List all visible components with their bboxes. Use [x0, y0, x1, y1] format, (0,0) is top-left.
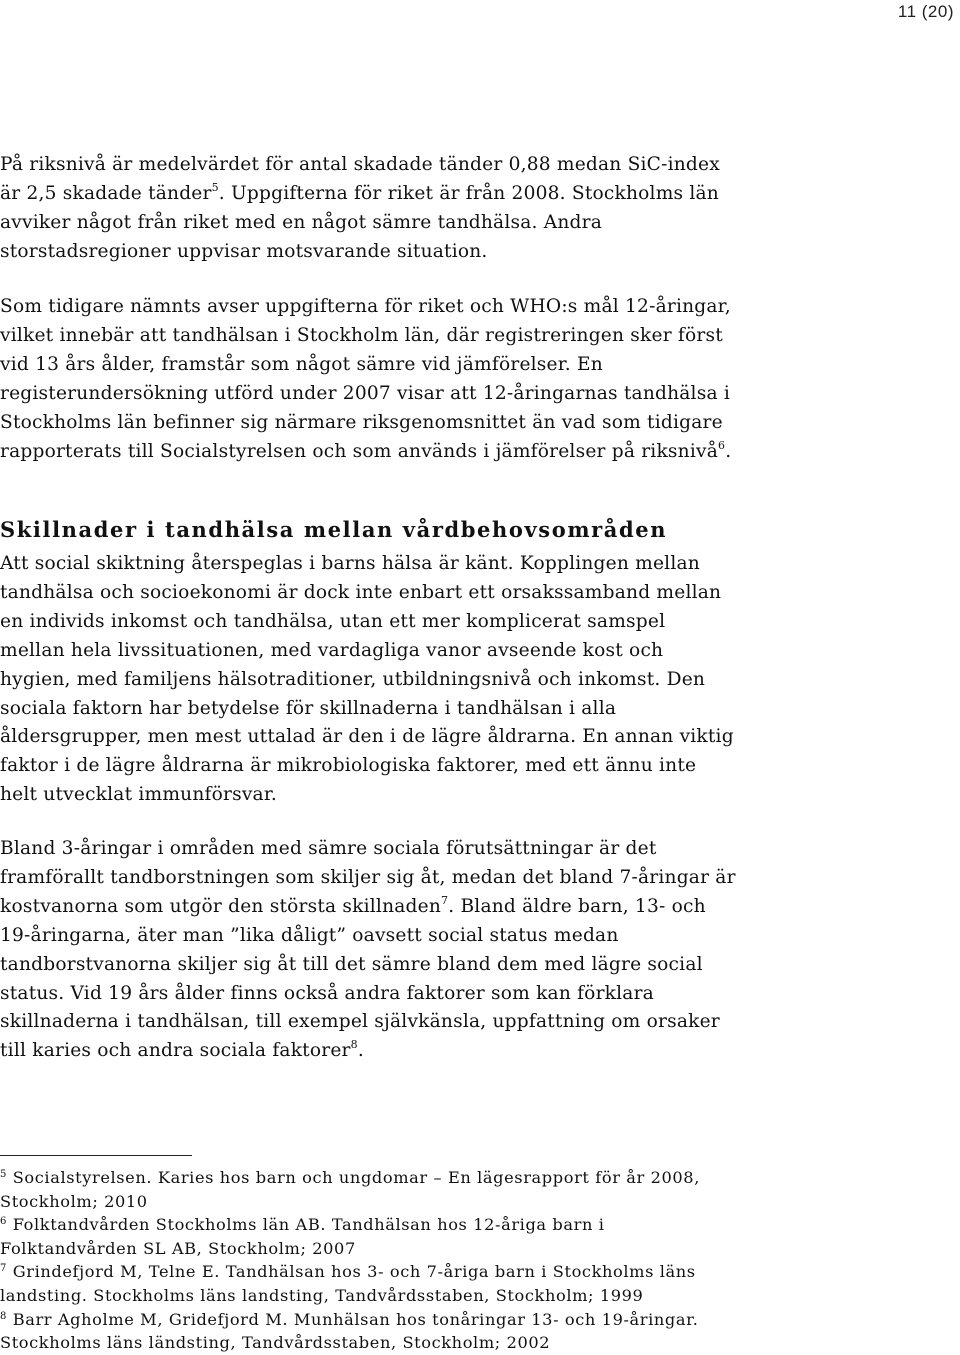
text-line: vilket innebär att tandhälsan i Stockholm län, där registreringen sker först	[0, 324, 723, 346]
text-line: vid 13 års ålder, framstår som något sämre vid jämförelser. En	[0, 353, 603, 375]
paragraph-social-skiktning	[0, 550, 734, 810]
text-line: 19-åringarna, äter man ”lika dåligt” oavsett social status medan	[0, 924, 619, 946]
text-line: faktor i de lägre åldrarna är mikrobiologiska faktorer, med ett ännu inte	[0, 755, 697, 777]
text-line: åldersgrupper, men mest uttalad är den i de lägre åldrarna. En annan viktig	[0, 726, 734, 748]
footnote-8: $^8$ Barr Agholme M, Gridefjord M. Munhälsan hos tonåringar 13- och 19-åringar.	[0, 1309, 699, 1329]
footnote-ref-5: 5	[211, 180, 219, 194]
text-line: till karies och andra sociala faktorer$^8$.	[0, 1038, 364, 1062]
footnote-6-cont: Folktandvården SL AB, Stockholm; 2007	[0, 1238, 356, 1258]
text-line: rapporterats till Socialstyrelsen och som används i jämförelser på riksnivå$^6$.	[0, 438, 732, 462]
footnote-7: $^7$ Grindefjord M, Telne E. Tandhälsan hos 3- och 7-åriga barn i Stockholms läns	[0, 1262, 696, 1282]
text-line: framförallt tandborstningen som skiljer sig åt, medan det bland 7-åringar är	[0, 866, 736, 888]
text-line: sociala faktorn har betydelse för skillnaderna i tandhälsan i alla	[0, 697, 617, 719]
paragraph-who-mal	[0, 293, 731, 466]
footnote-8-cont: Stockholms läns ländsting, Tandvårdsstaben, Stockholm; 2002	[0, 1333, 551, 1353]
text-line: en individs inkomst och tandhälsa, utan ett mer komplicerat samspel	[0, 610, 666, 632]
text-line: Stockholms län befinner sig närmare riksgenomsnittet än vad som tidigare	[0, 411, 723, 433]
footnote-7-cont: landsting. Stockholms läns landsting, Tandvårdsstaben, Stockholm; 1999	[0, 1285, 644, 1305]
footnote-ref-8: 8	[350, 1038, 358, 1052]
text-line: hygien, med familjens hälsotraditioner, utbildningsnivå och inkomst. Den	[0, 668, 706, 690]
footnote-ref-7: 7	[441, 893, 449, 907]
text-line: skillnaderna i tandhälsan, till exempel självkänsla, uppfattning om orsaker	[0, 1011, 720, 1033]
text-line: Bland 3-åringar i områden med sämre sociala förutsättningar är det	[0, 838, 657, 859]
text-line: Att social skiktning återspeglas i barns hälsa är känt. Kopplingen mellan	[0, 553, 700, 574]
paragraph-riksniva	[0, 151, 720, 267]
text-line: kostvanorna som utgör den största skillnaden$^7$. Bland äldre barn, 13- och	[0, 893, 706, 917]
paragraph-3-aringar	[0, 835, 736, 1066]
text-line: storstadsregioner uppvisar motsvarande situation.	[0, 240, 488, 262]
text-line: Som tidigare nämnts avser uppgifterna för riket och WHO:s mål 12-åringar,	[0, 296, 731, 317]
footnote-divider	[0, 1155, 192, 1156]
text-line: tandborstvanorna skiljer sig åt till det sämre bland dem med lägre social	[0, 953, 703, 975]
footnote-5: $^5$ Socialstyrelsen. Karies hos barn och ungdomar – En lägesrapport för år 2008,	[0, 1168, 700, 1187]
text-line: helt utvecklat immunförsvar.	[0, 784, 277, 806]
footnote-6: $^6$ Folktandvården Stockholms län AB. Tandhälsan hos 12-åriga barn i	[0, 1215, 605, 1235]
footnote-ref-6: 6	[717, 438, 726, 452]
text-line: mellan hela livssituationen, med vardagliga vanor avseende kost och	[0, 639, 664, 661]
text-line: På riksnivå är medelvärdet för antal skadade tänder 0,88 medan SiC-index	[0, 154, 720, 175]
section-heading: Skillnader i tandhälsa mellan vårdbehovsområden	[0, 517, 668, 542]
text-line: är 2,5 skadade tänder$^5$. Uppgifterna för riket är från 2008. Stockholms län	[0, 180, 719, 204]
text-line: avviker något från riket med en något sämre tandhälsa. Andra	[0, 211, 602, 233]
text-line: status. Vid 19 års ålder finns också andra faktorer som kan förklara	[0, 982, 654, 1004]
text-line: tandhälsa och socioekonomi är dock inte enbart ett orsakssamband mellan	[0, 581, 722, 603]
text-line: registerundersökning utförd under 2007 visar att 12-åringarnas tandhälsa i	[0, 382, 730, 404]
footnote-5-cont: Stockholm; 2010	[0, 1191, 148, 1211]
page-number: 11 (20)	[897, 2, 954, 21]
footnotes	[0, 1166, 700, 1355]
